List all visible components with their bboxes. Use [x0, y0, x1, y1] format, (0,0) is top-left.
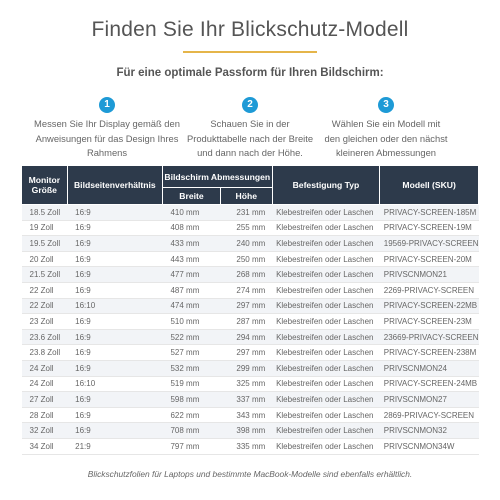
table-row	[22, 376, 479, 392]
step-3-line: Wählen Sie ein Modell mit	[331, 118, 441, 129]
cell-mount-type: Klebestreifen oder Laschen	[272, 329, 380, 345]
cell-width: 527 mm	[162, 345, 220, 361]
cell-width: 477 mm	[162, 267, 220, 283]
cell-height: 240 mm	[220, 236, 272, 252]
table-row	[22, 282, 479, 298]
cell-width: 622 mm	[162, 407, 220, 423]
cell-model-sku: PRIVSCNMON24	[380, 360, 479, 376]
cell-aspect-ratio: 16:9	[67, 267, 162, 283]
cell-mount-type: Klebestreifen oder Laschen	[272, 407, 380, 423]
header-mount-type: Befestigung Typ	[272, 166, 380, 205]
step-3	[306, 94, 466, 161]
table-row	[22, 251, 479, 267]
step-1-text	[27, 117, 187, 161]
table-row	[22, 407, 479, 423]
table-row	[22, 329, 479, 345]
cell-model-sku: PRIVACY-SCREEN-19M	[380, 220, 479, 236]
cell-monitor-size: 24 Zoll	[22, 376, 68, 392]
cell-mount-type: Klebestreifen oder Laschen	[272, 298, 380, 314]
cell-monitor-size: 34 Zoll	[22, 438, 68, 454]
header-height: Höhe	[220, 188, 272, 205]
cell-width: 510 mm	[162, 314, 220, 330]
cell-monitor-size: 19.5 Zoll	[22, 236, 68, 252]
table-row	[22, 220, 479, 236]
cell-mount-type: Klebestreifen oder Laschen	[272, 282, 380, 298]
cell-height: 250 mm	[220, 251, 272, 267]
footnote: Blickschutzfolien für Laptops und bestimmte MacBook-Modelle sind ebenfalls erhältlich.	[87, 469, 413, 479]
cell-mount-type: Klebestreifen oder Laschen	[272, 267, 380, 283]
cell-model-sku: PRIVACY-SCREEN-24MB	[380, 376, 479, 392]
table-row	[22, 423, 479, 439]
cell-width: 433 mm	[162, 236, 220, 252]
cell-width: 522 mm	[162, 329, 220, 345]
cell-width: 474 mm	[162, 298, 220, 314]
cell-width: 410 mm	[162, 205, 220, 221]
step-2-line: Produkttabelle nach der Breite	[186, 132, 314, 144]
cell-model-sku: 23669-PRIVACY-SCREEN	[380, 329, 479, 345]
cell-mount-type: Klebestreifen oder Laschen	[272, 438, 380, 454]
cell-aspect-ratio: 16:10	[67, 376, 162, 392]
cell-height: 268 mm	[220, 267, 272, 283]
table-row	[22, 392, 479, 408]
cell-mount-type: Klebestreifen oder Laschen	[272, 251, 380, 267]
cell-height: 337 mm	[220, 392, 272, 408]
table-row	[22, 205, 479, 221]
title-underline	[183, 51, 317, 53]
cell-aspect-ratio: 21:9	[67, 438, 162, 454]
cell-monitor-size: 21.5 Zoll	[22, 267, 68, 283]
cell-mount-type: Klebestreifen oder Laschen	[272, 423, 380, 439]
cell-monitor-size: 27 Zoll	[22, 392, 68, 408]
table-row	[22, 360, 479, 376]
cell-height: 297 mm	[220, 298, 272, 314]
cell-mount-type: Klebestreifen oder Laschen	[272, 314, 380, 330]
step-2-line: und dann nach der Höhe.	[197, 147, 303, 158]
cell-height: 335 mm	[220, 438, 272, 454]
cell-model-sku: PRIVACY-SCREEN-22MB	[380, 298, 479, 314]
step-number-3-icon: 3	[378, 97, 394, 113]
step-3-line: den gleichen oder den nächst	[324, 132, 448, 144]
cell-width: 708 mm	[162, 423, 220, 439]
cell-aspect-ratio: 16:9	[67, 314, 162, 330]
cell-monitor-size: 23.6 Zoll	[22, 329, 68, 345]
cell-width: 598 mm	[162, 392, 220, 408]
cell-mount-type: Klebestreifen oder Laschen	[272, 236, 380, 252]
cell-aspect-ratio: 16:9	[67, 282, 162, 298]
cell-model-sku: PRIVACY-SCREEN-185M	[380, 205, 479, 221]
cell-aspect-ratio: 16:9	[67, 423, 162, 439]
step-3-line: kleineren Abmessungen	[335, 147, 437, 158]
cell-model-sku: PRIVSCNMON21	[380, 267, 479, 283]
table-row	[22, 298, 479, 314]
page-subtitle: Für eine optimale Passform für Ihren Bildschirm:	[116, 67, 384, 79]
cell-aspect-ratio: 16:9	[67, 251, 162, 267]
cell-height: 299 mm	[220, 360, 272, 376]
cell-monitor-size: 32 Zoll	[22, 423, 68, 439]
cell-model-sku: 2269-PRIVACY-SCREEN	[380, 282, 479, 298]
step-number-2-icon: 2	[242, 97, 258, 113]
cell-model-sku: PRIVSCNMON27	[380, 392, 479, 408]
cell-monitor-size: 23.8 Zoll	[22, 345, 68, 361]
header-model-sku: Modell (SKU)	[380, 166, 479, 205]
cell-monitor-size: 24 Zoll	[22, 360, 68, 376]
step-3-text	[306, 117, 466, 161]
cell-mount-type: Klebestreifen oder Laschen	[272, 360, 380, 376]
cell-mount-type: Klebestreifen oder Laschen	[272, 376, 380, 392]
cell-height: 343 mm	[220, 407, 272, 423]
cell-width: 519 mm	[162, 376, 220, 392]
cell-aspect-ratio: 16:9	[67, 236, 162, 252]
header-aspect-ratio: Bildseitenverhältnis	[67, 166, 162, 205]
cell-width: 487 mm	[162, 282, 220, 298]
cell-monitor-size: 19 Zoll	[22, 220, 68, 236]
cell-monitor-size: 23 Zoll	[22, 314, 68, 330]
cell-model-sku: PRIVSCNMON34W	[380, 438, 479, 454]
cell-height: 325 mm	[220, 376, 272, 392]
cell-monitor-size: 20 Zoll	[22, 251, 68, 267]
cell-aspect-ratio: 16:9	[67, 392, 162, 408]
table-row	[22, 345, 479, 361]
cell-height: 294 mm	[220, 329, 272, 345]
cell-width: 443 mm	[162, 251, 220, 267]
cell-model-sku: PRIVACY-SCREEN-20M	[380, 251, 479, 267]
cell-model-sku: PRIVSCNMON32	[380, 423, 479, 439]
cell-aspect-ratio: 16:9	[67, 407, 162, 423]
cell-aspect-ratio: 16:9	[67, 220, 162, 236]
step-1	[27, 94, 187, 161]
cell-height: 274 mm	[220, 282, 272, 298]
step-2-line: Schauen Sie in der	[210, 118, 290, 129]
step-1-line: Rahmens	[86, 147, 128, 158]
cell-height: 231 mm	[220, 205, 272, 221]
step-1-line: Anweisungen für das Design Ihres	[35, 132, 179, 144]
table-row	[22, 438, 479, 454]
cell-monitor-size: 28 Zoll	[22, 407, 68, 423]
cell-aspect-ratio: 16:9	[67, 329, 162, 345]
cell-mount-type: Klebestreifen oder Laschen	[272, 220, 380, 236]
step-1-line: Messen Sie Ihr Display gemäß den	[34, 118, 180, 129]
cell-aspect-ratio: 16:10	[67, 298, 162, 314]
cell-model-sku: PRIVACY-SCREEN-238M	[380, 345, 479, 361]
cell-mount-type: Klebestreifen oder Laschen	[272, 205, 380, 221]
cell-width: 797 mm	[162, 438, 220, 454]
cell-aspect-ratio: 16:9	[67, 345, 162, 361]
cell-mount-type: Klebestreifen oder Laschen	[272, 345, 380, 361]
cell-width: 532 mm	[162, 360, 220, 376]
cell-height: 287 mm	[220, 314, 272, 330]
table-row	[22, 267, 479, 283]
table-row	[22, 236, 479, 252]
step-number-1-icon: 1	[99, 97, 115, 113]
table-row	[22, 314, 479, 330]
header-screen-dimensions: Bildschirm Abmessungen	[162, 166, 272, 188]
cell-height: 398 mm	[220, 423, 272, 439]
cell-monitor-size: 22 Zoll	[22, 298, 68, 314]
cell-aspect-ratio: 16:9	[67, 205, 162, 221]
cell-monitor-size: 18.5 Zoll	[22, 205, 68, 221]
cell-height: 255 mm	[220, 220, 272, 236]
cell-mount-type: Klebestreifen oder Laschen	[272, 392, 380, 408]
cell-model-sku: 2869-PRIVACY-SCREEN	[380, 407, 479, 423]
header-monitor-size: Monitor Größe	[22, 166, 68, 205]
cell-width: 408 mm	[162, 220, 220, 236]
header-width: Breite	[162, 188, 220, 205]
page-title: Finden Sie Ihr Blickschutz-Modell	[91, 18, 409, 41]
table-body	[22, 205, 479, 455]
cell-aspect-ratio: 16:9	[67, 360, 162, 376]
cell-model-sku: PRIVACY-SCREEN-23M	[380, 314, 479, 330]
cell-height: 297 mm	[220, 345, 272, 361]
cell-monitor-size: 22 Zoll	[22, 282, 68, 298]
size-table	[21, 165, 479, 455]
cell-model-sku: 19569-PRIVACY-SCREEN	[380, 236, 479, 252]
